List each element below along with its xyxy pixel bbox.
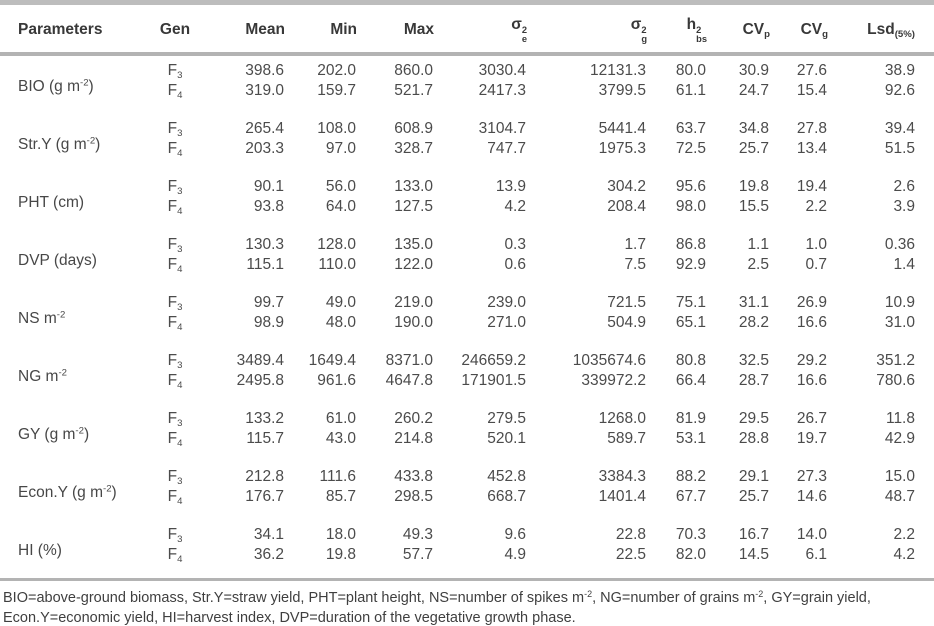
generation-label: $F_3$ xyxy=(167,525,183,545)
value-cell: 99.7 xyxy=(253,293,284,311)
value-cell: 520.1 xyxy=(487,429,526,447)
value-cell: 304.2 xyxy=(607,177,646,195)
table-row xyxy=(0,545,934,580)
generation-label: $F_4$ xyxy=(167,371,183,391)
value-cell: 298.5 xyxy=(394,487,433,505)
value-cell: 66.4 xyxy=(675,371,706,389)
value-cell: 115.7 xyxy=(246,429,284,447)
value-cell: 860.0 xyxy=(394,61,433,79)
value-cell: 63.7 xyxy=(675,119,706,137)
value-cell: 19.8 xyxy=(738,177,769,195)
value-cell: 668.7 xyxy=(487,487,526,505)
value-cell: 2.6 xyxy=(893,177,915,195)
value-cell: 122.0 xyxy=(394,255,433,273)
generation-label: $F_3$ xyxy=(167,119,183,139)
value-cell: 25.7 xyxy=(738,139,769,157)
value-cell: 15.0 xyxy=(884,467,915,485)
parameter-label: DVP (days) xyxy=(18,252,97,270)
value-cell: 15.4 xyxy=(796,81,827,99)
value-cell: 271.0 xyxy=(487,313,526,331)
value-cell: 208.4 xyxy=(607,197,646,215)
value-cell: 3489.4 xyxy=(236,351,284,369)
value-cell: 81.9 xyxy=(675,409,706,427)
value-cell: 2495.8 xyxy=(236,371,284,389)
value-cell: 32.5 xyxy=(738,351,769,369)
value-cell: 3799.5 xyxy=(598,81,646,99)
value-cell: 130.3 xyxy=(245,235,284,253)
value-cell: 111.6 xyxy=(319,467,356,485)
value-cell: 72.5 xyxy=(675,139,706,157)
value-cell: 80.8 xyxy=(675,351,706,369)
value-cell: 48.0 xyxy=(325,313,356,331)
table-body xyxy=(0,54,934,580)
parameter-label: Econ.Y (g $m^{-2}$) xyxy=(18,484,117,502)
value-cell: 608.9 xyxy=(394,119,433,137)
value-cell: 13.9 xyxy=(495,177,526,195)
value-cell: 93.8 xyxy=(253,197,284,215)
value-cell: 25.7 xyxy=(738,487,769,505)
generation-label: $F_3$ xyxy=(167,467,183,487)
value-cell: 3.9 xyxy=(893,197,915,215)
value-cell: 14.6 xyxy=(796,487,827,505)
value-cell: 133.0 xyxy=(394,177,433,195)
header-row xyxy=(0,3,934,54)
value-cell: 1.7 xyxy=(624,235,646,253)
value-cell: 1035674.6 xyxy=(572,351,646,369)
value-cell: 0.36 xyxy=(884,235,915,253)
value-cell: 15.5 xyxy=(738,197,769,215)
value-cell: 51.5 xyxy=(884,139,915,157)
value-cell: 16.6 xyxy=(796,313,827,331)
value-cell: 339972.2 xyxy=(581,371,646,389)
parameter-label: GY (g $m^{-2}$) xyxy=(18,426,90,444)
value-cell: 61.0 xyxy=(325,409,356,427)
value-cell: 351.2 xyxy=(876,351,915,369)
value-cell: 4.2 xyxy=(893,545,915,563)
value-cell: 85.7 xyxy=(325,487,356,505)
value-cell: 961.6 xyxy=(317,371,356,389)
value-cell: 203.3 xyxy=(245,139,284,157)
generation-label: $F_4$ xyxy=(167,487,183,507)
generation-label: $F_3$ xyxy=(167,177,183,197)
value-cell: 0.3 xyxy=(504,235,526,253)
value-cell: 3030.4 xyxy=(478,61,526,79)
value-cell: 39.4 xyxy=(884,119,915,137)
value-cell: 7.5 xyxy=(624,255,646,273)
value-cell: 95.6 xyxy=(675,177,706,195)
value-cell: 0.7 xyxy=(805,255,827,273)
generation-label: $F_3$ xyxy=(167,61,183,81)
parameter-label: Str.Y (g $m^{-2}$) xyxy=(18,136,101,154)
value-cell: 747.7 xyxy=(487,139,526,157)
table-row xyxy=(0,429,934,462)
value-cell: 56.0 xyxy=(325,177,356,195)
value-cell: 10.9 xyxy=(884,293,915,311)
value-cell: 176.7 xyxy=(245,487,284,505)
value-cell: 1649.4 xyxy=(308,351,356,369)
value-cell: 27.6 xyxy=(796,61,827,79)
value-cell: 19.8 xyxy=(325,545,356,563)
table-row xyxy=(0,54,934,81)
value-cell: 26.9 xyxy=(796,293,827,311)
value-cell: 2.2 xyxy=(805,197,827,215)
value-cell: 780.6 xyxy=(876,371,915,389)
value-cell: 49.3 xyxy=(402,525,433,543)
value-cell: 70.3 xyxy=(675,525,706,543)
value-cell: 88.2 xyxy=(675,467,706,485)
value-cell: 13.4 xyxy=(796,139,827,157)
value-cell: 2417.3 xyxy=(478,81,526,99)
value-cell: 128.0 xyxy=(317,235,356,253)
parameter-label: NS $m^{-2}$ xyxy=(18,310,66,328)
generation-label: $F_4$ xyxy=(167,313,183,333)
table-row xyxy=(0,313,934,346)
value-cell: 90.1 xyxy=(253,177,284,195)
value-cell: 98.0 xyxy=(675,197,706,215)
value-cell: 260.2 xyxy=(394,409,433,427)
value-cell: 265.4 xyxy=(245,119,284,137)
value-cell: 521.7 xyxy=(394,81,433,99)
col-header-lsd5: Lsd$_{(5\%)}$ xyxy=(828,3,934,54)
value-cell: 452.8 xyxy=(487,467,526,485)
value-cell: 110.0 xyxy=(318,255,356,273)
value-cell: 49.0 xyxy=(325,293,356,311)
value-cell: 171901.5 xyxy=(461,371,526,389)
value-cell: 319.0 xyxy=(245,81,284,99)
col-header-max: Max xyxy=(357,3,434,54)
table-row xyxy=(0,197,934,230)
value-cell: 27.8 xyxy=(796,119,827,137)
value-cell: 28.2 xyxy=(738,313,769,331)
value-cell: 97.0 xyxy=(325,139,356,157)
value-cell: 34.1 xyxy=(253,525,284,543)
parameter-label: NG $m^{-2}$ xyxy=(18,368,67,386)
value-cell: 29.1 xyxy=(738,467,769,485)
value-cell: 3104.7 xyxy=(478,119,526,137)
value-cell: 19.4 xyxy=(796,177,827,195)
value-cell: 75.1 xyxy=(675,293,706,311)
value-cell: 214.8 xyxy=(394,429,433,447)
value-cell: 8371.0 xyxy=(385,351,433,369)
generation-label: $F_4$ xyxy=(167,197,183,217)
value-cell: 133.2 xyxy=(245,409,284,427)
value-cell: 98.9 xyxy=(253,313,284,331)
table-row xyxy=(0,520,934,545)
table-row xyxy=(0,172,934,197)
value-cell: 36.2 xyxy=(253,545,284,563)
col-header-sigma2e: σ 2 e xyxy=(434,3,527,54)
col-header-gen: Gen xyxy=(140,3,210,54)
value-cell: 127.5 xyxy=(394,197,433,215)
value-cell: 1.0 xyxy=(805,235,827,253)
value-cell: 11.8 xyxy=(885,409,915,427)
value-cell: 43.0 xyxy=(325,429,356,447)
table-footnote: BIO=above-ground biomass, Str.Y=straw yield, PHT=plant height, NS=number of spikes $m^{-2}$, NG=number of grains $m^{-2}$, GY=grain yield, Econ.Y=economic yield, HI=harvest index, DVP=duration of the vegetative growth phase. xyxy=(3,588,871,626)
value-cell: 29.2 xyxy=(796,351,827,369)
generation-label: $F_3$ xyxy=(167,351,183,371)
value-cell: 6.1 xyxy=(805,545,827,563)
value-cell: 1975.3 xyxy=(598,139,646,157)
table-row xyxy=(0,139,934,172)
value-cell: 190.0 xyxy=(394,313,433,331)
value-cell: 2.2 xyxy=(893,525,915,543)
value-cell: 3384.3 xyxy=(598,467,646,485)
table-row xyxy=(0,81,934,114)
parameter-label: BIO (g $m^{-2}$) xyxy=(18,78,94,96)
value-cell: 28.8 xyxy=(738,429,769,447)
value-cell: 212.8 xyxy=(245,467,284,485)
value-cell: 18.0 xyxy=(325,525,356,543)
parameter-label: PHT (cm) xyxy=(18,194,85,212)
value-cell: 135.0 xyxy=(394,235,433,253)
value-cell: 86.8 xyxy=(675,235,706,253)
table-row xyxy=(0,114,934,139)
value-cell: 504.9 xyxy=(607,313,646,331)
value-cell: 22.8 xyxy=(615,525,646,543)
value-cell: 14.5 xyxy=(738,545,769,563)
generation-label: $F_3$ xyxy=(167,235,183,255)
table-row xyxy=(0,346,934,371)
value-cell: 721.5 xyxy=(607,293,646,311)
value-cell: 31.1 xyxy=(738,293,769,311)
value-cell: 80.0 xyxy=(675,61,706,79)
generation-label: $F_4$ xyxy=(167,81,183,101)
value-cell: 4.9 xyxy=(504,545,526,563)
generation-label: $F_4$ xyxy=(167,255,183,275)
value-cell: 433.8 xyxy=(394,467,433,485)
value-cell: 398.6 xyxy=(245,61,284,79)
value-cell: 16.7 xyxy=(738,525,769,543)
generation-label: $F_3$ xyxy=(167,293,183,313)
value-cell: 92.6 xyxy=(884,81,915,99)
value-cell: 115.1 xyxy=(246,255,284,273)
value-cell: 0.6 xyxy=(504,255,526,273)
col-header-min: Min xyxy=(285,3,357,54)
col-header-parameters: Parameters xyxy=(0,3,140,54)
value-cell: 24.7 xyxy=(738,81,769,99)
value-cell: 53.1 xyxy=(675,429,706,447)
value-cell: 34.8 xyxy=(738,119,769,137)
value-cell: 61.1 xyxy=(675,81,706,99)
table-row xyxy=(0,288,934,313)
value-cell: 328.7 xyxy=(394,139,433,157)
value-cell: 219.0 xyxy=(394,293,433,311)
value-cell: 4.2 xyxy=(504,197,526,215)
parameter-label: HI (%) xyxy=(18,542,62,560)
value-cell: 246659.2 xyxy=(461,351,526,369)
value-cell: 1.1 xyxy=(747,235,769,253)
value-cell: 1.4 xyxy=(893,255,915,273)
value-cell: 279.5 xyxy=(487,409,526,427)
value-cell: 589.7 xyxy=(607,429,646,447)
col-header-cvp: $CV_p$ xyxy=(707,3,770,54)
value-cell: 108.0 xyxy=(317,119,356,137)
col-header-h2bs: h 2 bs xyxy=(647,3,707,54)
value-cell: 29.5 xyxy=(738,409,769,427)
value-cell: 27.3 xyxy=(796,467,827,485)
value-cell: 64.0 xyxy=(325,197,356,215)
generation-label: $F_4$ xyxy=(167,545,183,565)
value-cell: 16.6 xyxy=(796,371,827,389)
value-cell: 159.7 xyxy=(317,81,356,99)
value-cell: 19.7 xyxy=(796,429,827,447)
col-header-mean: Mean xyxy=(210,3,285,54)
value-cell: 4647.8 xyxy=(385,371,433,389)
value-cell: 1268.0 xyxy=(598,409,646,427)
table-row xyxy=(0,230,934,255)
value-cell: 5441.4 xyxy=(598,119,646,137)
value-cell: 239.0 xyxy=(487,293,526,311)
table-row xyxy=(0,404,934,429)
value-cell: 26.7 xyxy=(796,409,827,427)
value-cell: 82.0 xyxy=(675,545,706,563)
value-cell: 30.9 xyxy=(738,61,769,79)
value-cell: 202.0 xyxy=(317,61,356,79)
value-cell: 12131.3 xyxy=(589,61,646,79)
col-header-sigma2g: σ 2 g xyxy=(527,3,647,54)
generation-label: $F_4$ xyxy=(167,139,183,159)
value-cell: 57.7 xyxy=(402,545,433,563)
value-cell: 22.5 xyxy=(615,545,646,563)
value-cell: 48.7 xyxy=(884,487,915,505)
col-header-cvg: $CV_g$ xyxy=(770,3,828,54)
value-cell: 67.7 xyxy=(675,487,706,505)
table-row xyxy=(0,462,934,487)
value-cell: 2.5 xyxy=(747,255,769,273)
value-cell: 14.0 xyxy=(796,525,827,543)
value-cell: 38.9 xyxy=(884,61,915,79)
value-cell: 28.7 xyxy=(738,371,769,389)
value-cell: 42.9 xyxy=(884,429,915,447)
value-cell: 9.6 xyxy=(504,525,526,543)
table-row xyxy=(0,255,934,288)
table-row xyxy=(0,371,934,404)
value-cell: 1401.4 xyxy=(598,487,646,505)
generation-label: $F_4$ xyxy=(167,429,183,449)
value-cell: 65.1 xyxy=(675,313,706,331)
table-row xyxy=(0,487,934,520)
generation-label: $F_3$ xyxy=(167,409,183,429)
value-cell: 92.9 xyxy=(675,255,706,273)
value-cell: 31.0 xyxy=(884,313,915,331)
